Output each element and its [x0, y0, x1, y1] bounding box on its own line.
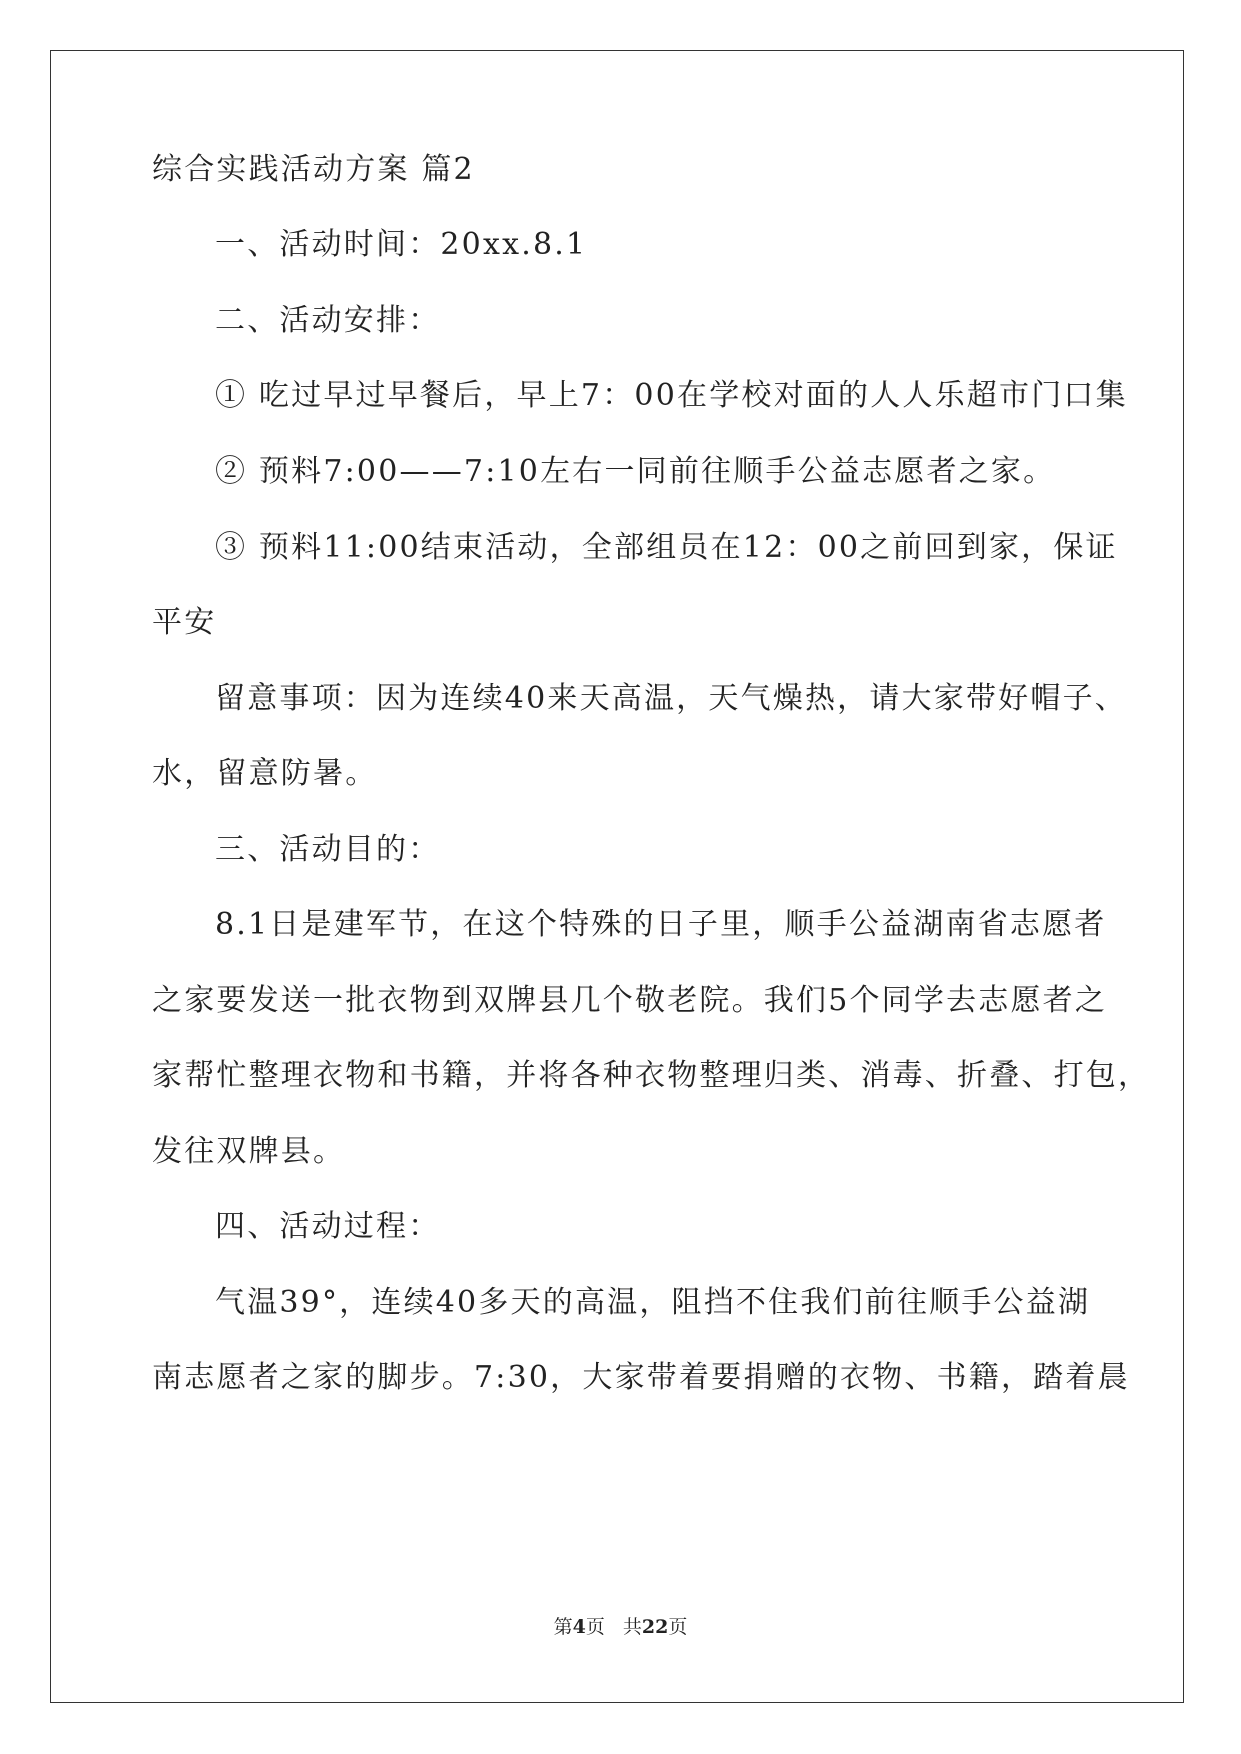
- paragraph-line: 之家要发送一批衣物到双牌县几个敬老院。我们5个同学去志愿者之: [152, 983, 1108, 1018]
- paragraph-line: 一、活动时间：20xx.8.1: [215, 227, 588, 262]
- page-suffix: 页: [585, 1616, 605, 1638]
- total-prefix: 共: [622, 1616, 642, 1638]
- paragraph-line: 留意事项：因为连续40来天高温，天气燥热，请大家带好帽子、: [215, 681, 1127, 716]
- paragraph-line: 8.1日是建军节，在这个特殊的日子里，顺手公益湖南省志愿者: [215, 907, 1107, 942]
- page-number: 4: [572, 1616, 586, 1638]
- paragraph-line: 家帮忙整理衣物和书籍，并将各种衣物整理归类、消毒、折叠、打包，: [152, 1058, 1151, 1093]
- page-border: [50, 50, 1184, 1703]
- paragraph-line: ③ 预料11:00结束活动，全部组员在12：00之前回到家，保证: [215, 530, 1118, 565]
- total-suffix: 页: [668, 1616, 688, 1638]
- paragraph-line: 水，留意防暑。: [152, 756, 378, 791]
- paragraph-line: 四、活动过程：: [215, 1209, 441, 1244]
- paragraph-line: ① 吃过早过早餐后，早上7：00在学校对面的人人乐超市门口集: [215, 378, 1128, 413]
- section-title: 综合实践活动方案 篇2: [152, 152, 475, 187]
- paragraph-line: 三、活动目的：: [215, 832, 441, 867]
- page-footer: [0, 1612, 1241, 1639]
- page-prefix: 第: [553, 1616, 573, 1638]
- paragraph-line: 气温39°，连续40多天的高温，阻挡不住我们前往顺手公益湖: [215, 1285, 1091, 1320]
- paragraph-line: 平安: [152, 605, 217, 640]
- paragraph-line: 二、活动安排：: [215, 303, 441, 338]
- total-pages: 22: [641, 1616, 669, 1638]
- paragraph-line: ② 预料7:00——7:10左右一同前往顺手公益志愿者之家。: [215, 454, 1056, 489]
- paragraph-line: 发往双牌县。: [152, 1134, 346, 1169]
- paragraph-line: 南志愿者之家的脚步。7:30，大家带着要捐赠的衣物、书籍，踏着晨: [152, 1360, 1130, 1395]
